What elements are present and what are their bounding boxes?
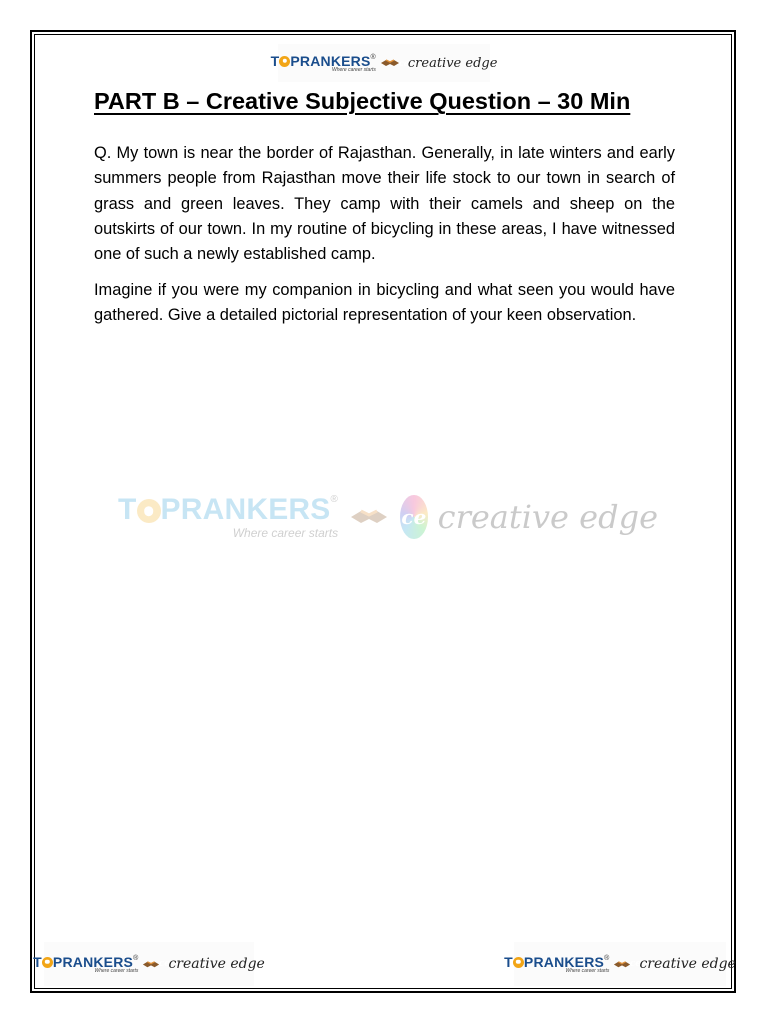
footer-right-registered-mark: ® (604, 954, 610, 962)
footer-left-toprankers-wordmark (33, 955, 138, 974)
footer-left-handshake-icon (142, 959, 160, 970)
brand-o-icon (279, 56, 290, 67)
watermark-logo (118, 482, 658, 552)
brand-first-letter: T (270, 52, 280, 69)
footer-right-brand-first-letter: T (504, 953, 513, 970)
watermark-creative-edge-wordmark: creative edge (437, 498, 658, 536)
handshake-icon (380, 57, 400, 69)
footer-left-brand-rest: PRANKERS (52, 953, 134, 970)
watermark-creative-edge-badge-icon (400, 495, 428, 539)
footer-left-brand-o-icon (42, 957, 53, 968)
footer-logo-right (504, 942, 736, 986)
footer-right-tagline: Where career starts (565, 967, 610, 974)
footer-right-brand-rest: PRANKERS (523, 953, 605, 970)
footer-logo-left (33, 942, 265, 986)
watermark-toprankers-wordmark (118, 495, 338, 539)
watermark-handshake-icon (348, 505, 390, 529)
header-logo (270, 44, 498, 82)
watermark-badge-text: ce (401, 505, 427, 529)
question-paragraph: Q. My town is near the border of Rajasthan. Generally, in late winters and early summers people from Rajasthan move their life stock to our town in search of grass and green leaves. They camp with their camels and sheep on the outskirts of our town. In my routine of bicycling in these areas, I have witnessed one of such a newly established camp. (94, 144, 675, 264)
watermark-brand-o-icon (137, 499, 161, 523)
footer-left-creative-edge-wordmark: creative edge (168, 956, 265, 972)
footer-right-creative-edge-wordmark: creative edge (639, 956, 736, 972)
badge-text: ce (398, 58, 409, 68)
watermark-brand-rest: PRANKERS (160, 493, 331, 526)
watermark-registered-mark: ® (330, 494, 339, 505)
creative-edge-wordmark: creative edge (407, 55, 498, 71)
footer-left-tagline: Where career starts (94, 967, 139, 974)
brand-rest: PRANKERS (290, 52, 371, 69)
footer-left-registered-mark: ® (133, 954, 139, 962)
instruction-paragraph: Imagine if you were my companion in bicycling and what seen you would have gathered. Give a detailed pictorial representation of your keen observation. (94, 281, 675, 325)
footer-left-badge-text: ce (158, 959, 171, 969)
toprankers-wordmark (271, 54, 376, 73)
registered-mark: ® (370, 53, 376, 61)
page-title: PART B – Creative Subjective Question – 30 Min (94, 88, 631, 114)
footer-right-toprankers-wordmark (504, 955, 609, 974)
footer-right-brand-o-icon (513, 957, 524, 968)
brand-tagline: Where career starts (331, 66, 376, 73)
watermark-tagline: Where career starts (232, 526, 339, 540)
watermark-brand-first-letter: T (118, 493, 137, 526)
footer-right-badge-text: ce (629, 959, 642, 969)
footer-left-brand-first-letter: T (33, 953, 42, 970)
footer-right-handshake-icon (613, 959, 631, 970)
